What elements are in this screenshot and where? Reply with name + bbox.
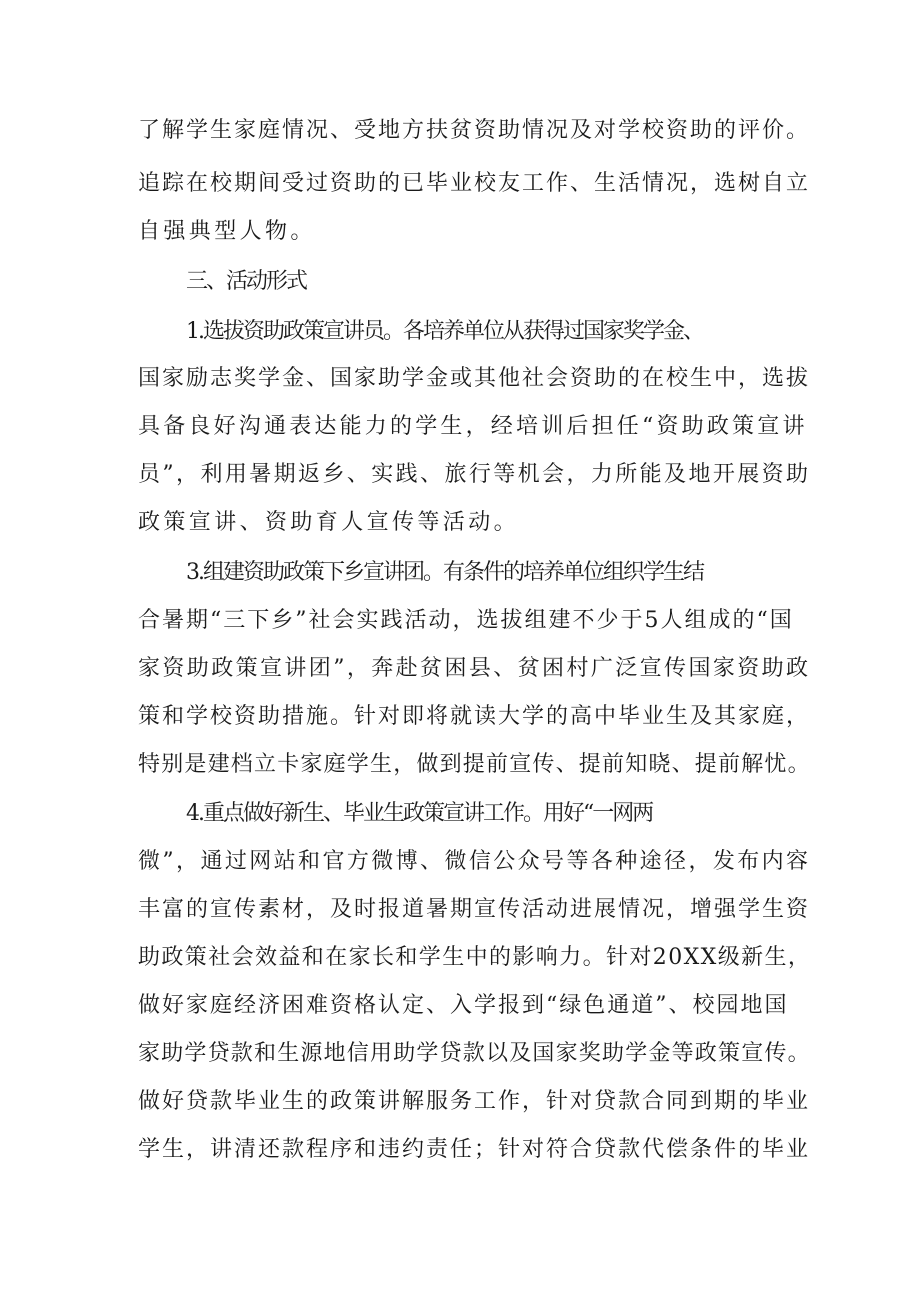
text-line: 3.组建资助政策下乡宣讲团。有条件的培养单位组织学生结 (186, 560, 703, 585)
text-line: 特别是建档立卡家庭学生，做到提前宣传、提前知晓、提前解忧。 (138, 752, 811, 777)
section-heading: 三、活动形式 (186, 269, 307, 294)
text-line: 做好家庭经济困难资格认定、入学报到“绿色通道”、校园地国 (138, 993, 789, 1018)
text-line: 助政策社会效益和在家长和学生中的影响力。针对20XX级新生， (138, 945, 812, 970)
text-line: 合暑期“三下乡”社会实践活动，选拔组建不少于5人组成的“国 (138, 608, 794, 633)
text-line: 国家励志奖学金、国家助学金或其他社会资助的在校生中，选拔 (138, 366, 811, 391)
text-line: 追踪在校期间受过资助的已毕业校友工作、生活情况，选树自立 (138, 171, 811, 196)
text-line: 家资助政策宣讲团”，奔赴贫困县、贫困村广泛宣传国家资助政 (138, 656, 811, 681)
text-line: 具备良好沟通表达能力的学生，经培训后担任“资助政策宣讲 (138, 414, 808, 439)
text-line: 1.选拔资助政策宣讲员。各培养单位从获得过国家奖学金、 (186, 319, 703, 344)
text-line: 家助学贷款和生源地信用助学贷款以及国家奖助学金等政策宣传。 (138, 1041, 811, 1066)
text-line: 微”，通过网站和官方微博、微信公众号等各种途径，发布内容 (138, 849, 811, 874)
text-line: 4.重点做好新生、毕业生政策宣讲工作。用好“一网两 (186, 801, 653, 826)
text-line: 丰富的宣传素材，及时报道暑期宣传活动进展情况，增强学生资 (138, 897, 811, 922)
text-line: 政策宣讲、资助育人宣传等活动。 (138, 510, 520, 535)
text-line: 自强典型人物。 (138, 219, 316, 244)
text-line: 策和学校资助措施。针对即将就读大学的高中毕业生及其家庭， (138, 704, 811, 729)
text-line: 员”，利用暑期返乡、实践、旅行等机会，力所能及地开展资助 (138, 462, 811, 487)
text-line: 做好贷款毕业生的政策讲解服务工作，针对贷款合同到期的毕业 (138, 1089, 811, 1114)
text-line: 了解学生家庭情况、受地方扶贫资助情况及对学校资助的评价。 (138, 118, 811, 143)
text-line: 学生，讲清还款程序和违约责任；针对符合贷款代偿条件的毕业 (138, 1137, 811, 1162)
